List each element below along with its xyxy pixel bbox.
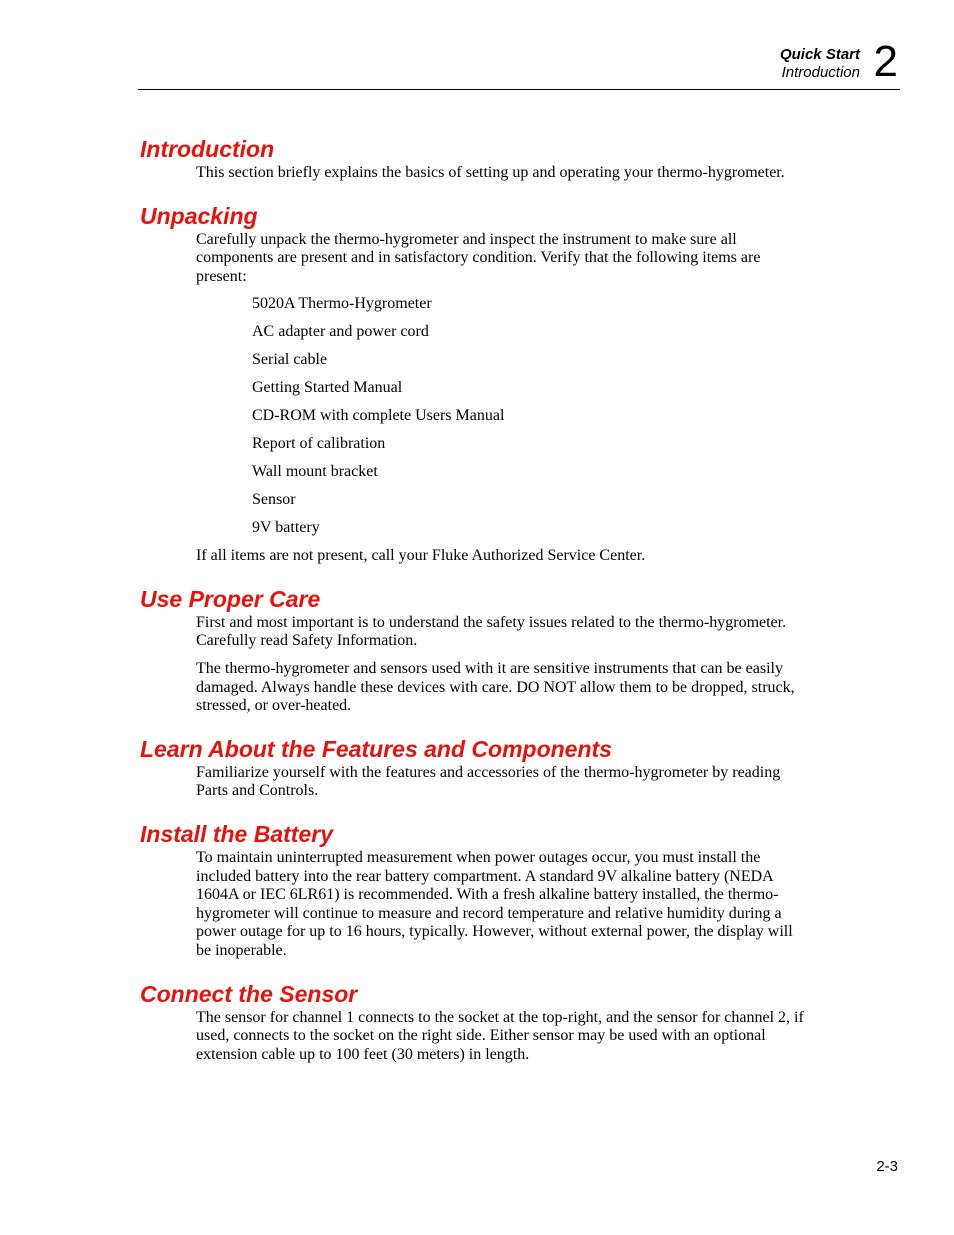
section-heading-features: Learn About the Features and Components (140, 735, 612, 762)
list-item: 9V battery (252, 519, 320, 537)
section-sensor (140, 979, 820, 1065)
list-item: 5020A Thermo-Hygrometer (252, 295, 432, 313)
paragraph: First and most important is to understand the safety issues related to the thermo-hygrometer. Carefully read Safety Information. (196, 613, 787, 650)
section-heading-introduction: Introduction (140, 136, 275, 162)
running-head-title: Quick Start (779, 46, 860, 63)
paragraph: Carefully unpack the thermo-hygrometer and inspect the instrument to make sure all components are present and in satisfactory condition. Verify that the following items are present: (196, 230, 761, 285)
section-introduction (140, 134, 820, 183)
paragraph: The sensor for channel 1 connects to the socket at the top-right, and the sensor for channel 2, if used, connects to the socket on the right side. Either sensor may be used with an optional extension cable up to 100 feet (30 meters) in length. (196, 1008, 804, 1063)
section-battery (140, 819, 820, 961)
list-item: Sensor (252, 491, 296, 509)
running-head (780, 46, 860, 82)
section-heading-battery: Install the Battery (140, 820, 333, 847)
page-content (140, 134, 820, 1082)
list-item: CD-ROM with complete Users Manual (252, 407, 505, 425)
section-heading-unpacking: Unpacking (140, 202, 258, 229)
paragraph: To maintain uninterrupted measurement when power outages occur, you must install the included battery into the rear battery compartment. A standard 9V alkaline battery (NEDA 1604A or IEC 6LR61) is recommended. With a fresh alkaline battery installed, the thermo-hygrometer will continue to measure and record temperature and relative humidity during a power outage for up to 16 hours, typically. However, without external power, the display will be inoperable. (196, 848, 793, 959)
paragraph: Familiarize yourself with the features and accessories of the thermo-hygrometer by reading Parts and Controls. (196, 763, 781, 800)
section-heading-proper-care: Use Proper Care (140, 585, 321, 612)
section-proper-care (140, 584, 820, 716)
header-divider (138, 89, 900, 90)
paragraph: The thermo-hygrometer and sensors used with it are sensitive instruments that can be easily damaged. Always handle these devices with care. DO NOT allow them to be dropped, struck, stressed, or over-heated. (196, 660, 795, 715)
section-unpacking (140, 201, 820, 566)
list-item: AC adapter and power cord (252, 323, 429, 341)
section-heading-sensor: Connect the Sensor (140, 980, 358, 1007)
paragraph: This section briefly explains the basics of setting up and operating your thermo-hygrometer. (196, 164, 785, 181)
page-number: 2-3 (876, 1158, 898, 1175)
chapter-number: 2 (873, 37, 898, 86)
list-item: Getting Started Manual (252, 379, 403, 397)
list-item: Wall mount bracket (252, 463, 378, 481)
running-head-subtitle: Introduction (781, 64, 860, 81)
paragraph: If all items are not present, call your Fluke Authorized Service Center. (196, 547, 646, 565)
package-contents-list (252, 295, 820, 537)
list-item: Serial cable (252, 351, 328, 369)
section-features (140, 734, 820, 801)
list-item: Report of calibration (252, 435, 386, 453)
